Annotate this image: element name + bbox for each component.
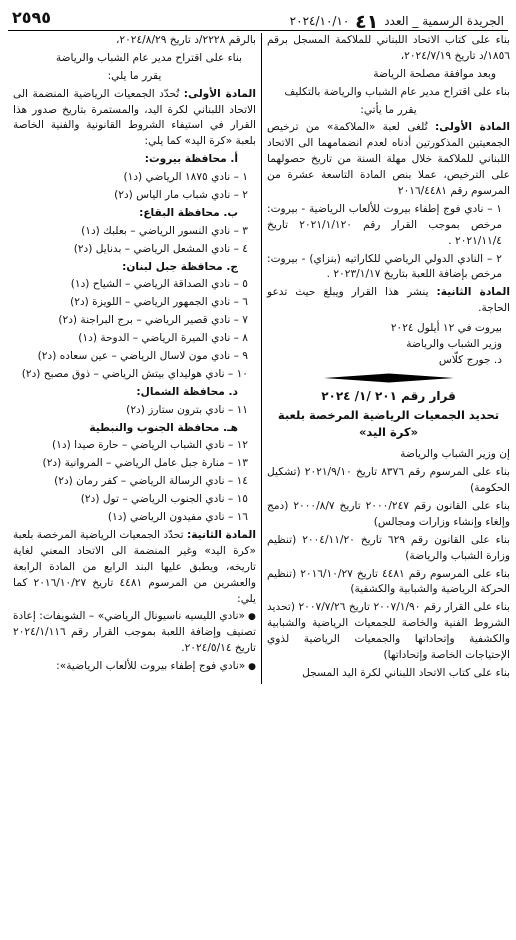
article-label: المادة الثانية: [186, 528, 256, 541]
section-heading: د. محافظة الشمال: [136, 385, 238, 398]
paragraph: بناء على القانون رقم ٢٠٠٠/٢٤٧ تاريخ ٢٠٠٠/٨/٧ (دمج وإلغاء وإنشاء وزارات ومجالس) [267, 499, 511, 528]
article-text: تُلغى لعبة «الملاكمة» من ترخيص الجمعيتين المذكورتين أدناه لعدم انضمامهما الى الاتحاد اللبناني للملاكمة خلال مهلة السنة من تاريخ حصولهما على الترخيص، عملا بنص المادة التاسعة عشرة من المرسوم رقم ٢٠١٦/٤٤٨١ [267, 121, 510, 198]
article-text: تحدّد الجمعيات الرياضية المرخصة بلعبة «كرة اليد» وغير المنضمة الى الاتحاد المعني لغاية تاريخه، ويطبق عليها البند الرابع من المادة الرابعة والعشرين من المرسوم ٤٤٨١ تاريخ ٢٠١٦/١٠/٢٧ كما يلي: [13, 528, 256, 605]
two-column-body [0, 31, 516, 684]
paragraph: يقرر ما يلي: [107, 69, 162, 82]
issue-number: ٤١ [355, 11, 379, 33]
bullet-item: ● «نادي الليسيه ناسيونال الرياضي» – الشويفات: إعادة تصنيف وإضافة اللعبة بموجب القرار رقم ٢٠٢٤/١/١١٦ تاريخ ٢٠٢٤/٥/١٤. [13, 609, 256, 657]
decree-title: قرار رقم ٢٠١ /١/ ٢٠٢٤ [321, 388, 456, 403]
section-heading: أ. محافظة بيروت: [144, 153, 238, 166]
paragraph: بناء على اقتراح مدير عام الشباب والرياضة [55, 51, 242, 64]
decree-subtitle-line: تحديد الجمعيات الرياضية المرخصة بلعبة [277, 407, 500, 422]
article-label: المادة الأولى: [434, 121, 511, 134]
paragraph: إن وزير الشباب والرياضة [400, 448, 510, 461]
column-divider [261, 33, 262, 684]
list-item: ٢ – نادي شباب مار الياس (د٢) [114, 189, 248, 202]
paragraph: وبعد موافقة مصلحة الرياضة [373, 67, 496, 80]
decree-subtitle [267, 407, 510, 442]
list-item: ٢ – النادي الدولي الرياضي للكاراتيه (بنزاي) - بيروت: مرخص بإضافة اللعبة بتاريخ ٢٠٢٣/١/١٧ . [267, 252, 502, 281]
paragraph: بالرقم ٢٢٢٨/د تاريخ ٢٠٢٤/٨/٢٩، [116, 34, 256, 46]
paragraph: بناء على المرسوم رقم ٨٣٧٦ تاريخ ٢٠٢١/٩/١٠ (تشكيل الحكومة) [267, 466, 510, 495]
list-item: ١ – نادي ١٨٧٥ الرياضي (د١) [123, 171, 248, 184]
list-item: ١١ – نادي بترون ستارز (د٢) [126, 403, 248, 416]
paragraph: بناء على القرار رقم ٢٠٠٧/١/٩٠ تاريخ ٢٠٠٧/٧/٢٦ (تحديد الشروط الفنية والخاصة للجمعيات الرياضية والشبابية والكشفية وإتحاداتها والجمعيات الرياضية لذوي الإحتياجات الخاصة وإتحاداتها) [267, 601, 510, 661]
list-item: ٥ – نادي الصداقة الرياضي – الشياح (د١) [70, 278, 248, 291]
section-heading: ج. محافظة جبل لبنان: [122, 260, 238, 273]
signature-name: د. جورج كلّاس [438, 353, 502, 366]
list-item: ١ – نادي فوج إطفاء بيروت للألعاب الرياضية - بيروت: مرخص بموجب القرار رقم ٢٠٢١/١/١٢٠ تاريخ ٢٠٢١/١١/٤ . [267, 202, 502, 247]
list-item: ١٦ – نادي مفيدون الرياضي (د١) [107, 511, 248, 524]
journal-name: الجريدة الرسمية _ العدد [384, 14, 504, 28]
list-item: ١٤ – نادي الرسالة الرياضي – كفر رمان (د٢) [54, 475, 248, 488]
article-1 [13, 87, 256, 151]
paragraph: بناء على اقتراح مدير عام الشباب والرياضة بالتكليف [284, 85, 510, 98]
decree-subtitle-line: «كرة اليد» [358, 425, 419, 440]
left-column [13, 33, 259, 684]
bullet-item: ● «نادي فوج إطفاء بيروت للألعاب الرياضية»: [13, 659, 256, 675]
article-1 [267, 120, 510, 199]
paragraph: بناء على كتاب الاتحاد اللبناني للملاكمة المسجل برقم ١٨٥٦/د تاريخ ٢٠٢٤/٧/١٩، [267, 34, 510, 62]
list-item: ٤ – نادي المشعل الرياضي – بدنايل (د٢) [73, 242, 248, 255]
signature-date: بيروت في ١٢ أيلول ٢٠٢٤ [390, 322, 502, 335]
paragraph: بناء على كتاب الاتحاد اللبناني لكرة اليد المسجل [302, 666, 510, 679]
list-item: ٣ – نادي النسور الرياضي – بعلبك (د١) [81, 224, 248, 237]
list-item: ٩ – نادي مون لاسال الرياضي – عين سعاده (د٢) [37, 350, 248, 363]
signature-title: وزير الشباب والرياضة [406, 338, 502, 351]
section-divider-ornament [267, 373, 510, 383]
list-item: ١٢ – نادي الشباب الرياضي – حارة صيدا (د١) [52, 439, 248, 452]
paragraph: يقرر ما يأتي: [360, 103, 417, 116]
issue-date: ٢٠٢٤/١٠/١٠ [289, 14, 350, 28]
article-label: المادة الثانية: [436, 286, 510, 299]
list-item: ٦ – نادي الجمهور الرياضي – اللويزة (د٢) [70, 296, 248, 309]
page-header [8, 6, 508, 31]
section-heading: ب. محافظة البقاع: [139, 206, 238, 219]
paragraph: بناء على القانون رقم ٦٢٩ تاريخ ٢٠٠٤/١١/٢٠ (تنظيم وزارة الشباب والرياضة) [267, 533, 510, 562]
list-item: ٧ – نادي قصير الرياضي – برج البراجنة (د٢) [58, 314, 248, 327]
article-2 [267, 285, 510, 317]
section-heading: هـ. محافظة الجنوب والنبطية [89, 421, 238, 434]
article-label: المادة الأولى: [183, 87, 256, 100]
article-text: ينشر هذا القرار ويبلغ حيث تدعو الحاجة. [267, 286, 510, 315]
list-item: ١٥ – نادي الجنوب الرياضي – تول (د٢) [80, 493, 248, 506]
paragraph: بناء على المرسوم رقم ٤٤٨١ تاريخ ٢٠١٦/١٠/٢٧ (تنظيم الحركة الرياضية والشبابية والكشفية) [267, 567, 510, 596]
list-item: ٨ – نادي الميرة الرياضي – الدوحة (د١) [78, 332, 248, 345]
article-2 [13, 528, 256, 607]
page-number: ٢٥٩٥ [12, 8, 52, 27]
list-item: ١٣ – منارة جبل عامل الرياضي – المروانية (د٢) [42, 457, 248, 470]
right-column [264, 33, 510, 684]
list-item: ١٠ – نادي هوليداي بيتش الرياضي – ذوق مصبح (د٢) [21, 367, 248, 380]
article-text: تُحدّد الجمعيات الرياضية المنضمة الى الاتحاد اللبناني لكرة اليد، والمستمرة بتاريخ صدور هذا القرار في استيفاء الشروط القانونية والفنية الخاصة بلعبة «كرة اليد» كما يلي: [13, 87, 256, 148]
